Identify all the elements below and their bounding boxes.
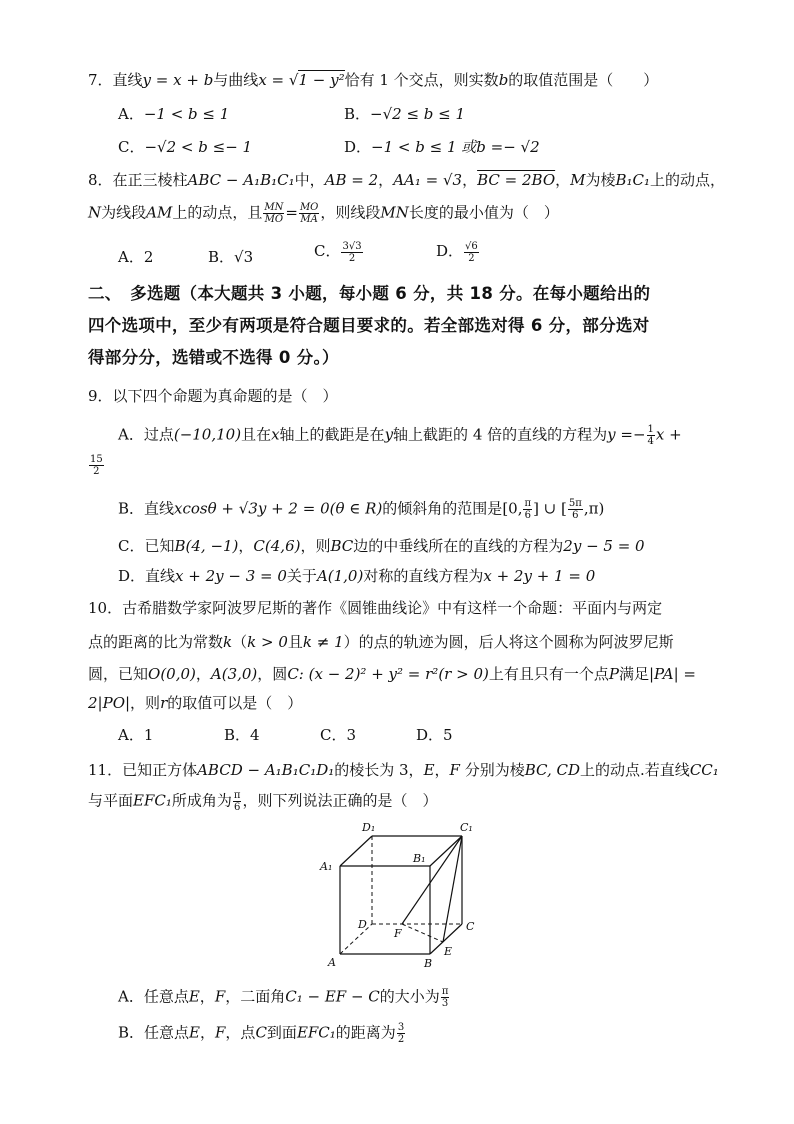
q7-option-b: B．−√2 ≤ b ≤ 1 xyxy=(344,105,466,123)
q9-option-d: D．直线x + 2y − 3 = 0关于A(1,0)对称的直线方程为x + 2y + 1 = 0 xyxy=(118,567,596,585)
q8-option-c: C． $\frac{3√3}{2}$ xyxy=(314,240,362,264)
section-heading: 二、 多选题（本大题共 3 小题，每小题 6 分，共 18 分。在每小题给出的 四个选项中，至少有两项是符合题目要求的。若全部选对得 6 分，部分选对 得部分分，选错或不选得 0 分。） xyxy=(88,284,651,367)
fraction-mn-mo: $\frac{MN}{MO}$ xyxy=(264,202,284,225)
q10-option-a: A．1 xyxy=(118,726,154,744)
q11-option-a: A．任意点E，F，二面角C₁ − EF − C的大小为 $\frac{\pi}{3}$ xyxy=(118,986,449,1009)
fraction-15-2: $\frac{15}{2}$ xyxy=(90,454,103,477)
fraction-3-2: $\frac{3}{2}$ xyxy=(397,1022,405,1045)
q7-option-c: C．−√2 < b ≤− 1 xyxy=(118,138,253,156)
q10-option-d: D．5 xyxy=(416,726,453,744)
fraction-pi-6: $\frac{\pi}{6}$ xyxy=(524,498,532,521)
q8-option-d: D． $\frac{√6}{2}$ xyxy=(436,240,478,264)
fraction-3sqrt3-2: $\frac{3√3}{2}$ xyxy=(342,240,362,264)
label-d: D xyxy=(358,918,367,931)
label-a1: A₁ xyxy=(320,860,333,873)
q8-option-a: A．2 xyxy=(118,248,154,266)
cube-figure xyxy=(310,816,490,976)
label-e: E xyxy=(444,945,453,958)
label-c1: C₁ xyxy=(460,821,473,834)
q8-line2: N为线段AM上的动点，且 $\frac{MN}{MO}$ = $\frac{MO}{MA}$ ，则线段MN长度的最小值为（ ） xyxy=(88,202,559,225)
label-b: B xyxy=(424,957,433,970)
q11-line1: 11．已知正方体ABCD − A₁B₁C₁D₁的棱长为 3，E，F 分别为棱BC, CD上的动点.若直线CC₁ xyxy=(88,761,719,779)
fraction-5pi-6: $\frac{5\pi}{6}$ xyxy=(568,498,582,521)
fraction-pi-6: $\frac{\pi}{6}$ xyxy=(233,790,241,813)
q10-line4: 2|PO|，则r的取值可以是（ ） xyxy=(88,694,303,712)
q7-option-d: D．−1 < b ≤ 1 或b =− √2 xyxy=(344,138,540,156)
label-c: C xyxy=(466,920,475,933)
label-d1: D₁ xyxy=(362,821,376,834)
label-f: F xyxy=(394,927,402,940)
q11-option-b: B．任意点E，F，点C到面EFC₁的距离为 $\frac{3}{2}$ xyxy=(118,1022,405,1045)
q10-option-c: C．3 xyxy=(320,726,357,744)
q8-option-b: B．√3 xyxy=(208,248,254,266)
q9-option-c: C．已知B(4, −1)，C(4,6)，则BC边的中垂线所在的直线的方程为2y − 5 = 0 xyxy=(118,537,645,555)
fraction-sqrt6-2: $\frac{√6}{2}$ xyxy=(465,240,478,264)
q11-line2: 与平面EFC₁所成角为 $\frac{\pi}{6}$ ，则下列说法正确的是（ ） xyxy=(88,790,438,813)
q10-line1: 10．古希腊数学家阿波罗尼斯的著作《圆锥曲线论》中有这样一个命题：平面内与两定 xyxy=(88,599,663,617)
fraction-pi-3: $\frac{\pi}{3}$ xyxy=(441,986,449,1009)
q9-option-b: B．直线xcosθ + √3y + 2 = 0(θ ∈ R)的倾斜角的范围是[0, $\frac{\pi}{6}$ ] ∪ [ $\frac{5\pi}{6}$ ,π) xyxy=(118,498,605,521)
fraction-mo-ma: $\frac{MO}{MA}$ xyxy=(299,202,319,225)
q10-line2: 点的距离的比为常数k（k > 0且k ≠ 1）的点的轨迹为圆，后人将这个圆称为阿波罗尼斯 xyxy=(88,633,674,651)
q10-option-b: B．4 xyxy=(224,726,260,744)
fraction-1-4: $\frac{1}{4}$ xyxy=(647,424,654,447)
label-a: A xyxy=(328,956,336,969)
q9-stem: 9．以下四个命题为真命题的是（ ） xyxy=(88,387,338,405)
label-b1: B₁ xyxy=(413,852,426,865)
q8-line1: 8．在正三棱柱ABC − A₁B₁C₁中，AB = 2，AA₁ = √3，BC = 2BO，M为棱B₁C₁上的动点， xyxy=(88,171,726,189)
sqrt-sign: √ xyxy=(288,71,299,89)
q9-option-a-continued xyxy=(88,454,105,477)
q7-option-a: A．−1 < b ≤ 1 xyxy=(118,105,230,123)
q7-stem: 7．直线y = x + b与曲线x = √1 − y²恰有 1 个交点，则实数b的取值范围是（ ） xyxy=(88,71,659,89)
q9-option-a: A．过点(−10,10)且在x轴上的截距是在y轴上截距的 4 倍的直线的方程为y =− $\frac{1}{4}$ x + xyxy=(118,424,682,447)
q10-line3: 圆，已知O(0,0)，A(3,0)，圆C: (x − 2)² + y² = r²(r > 0)上有且只有一个点P满足|PA| = xyxy=(88,665,696,683)
